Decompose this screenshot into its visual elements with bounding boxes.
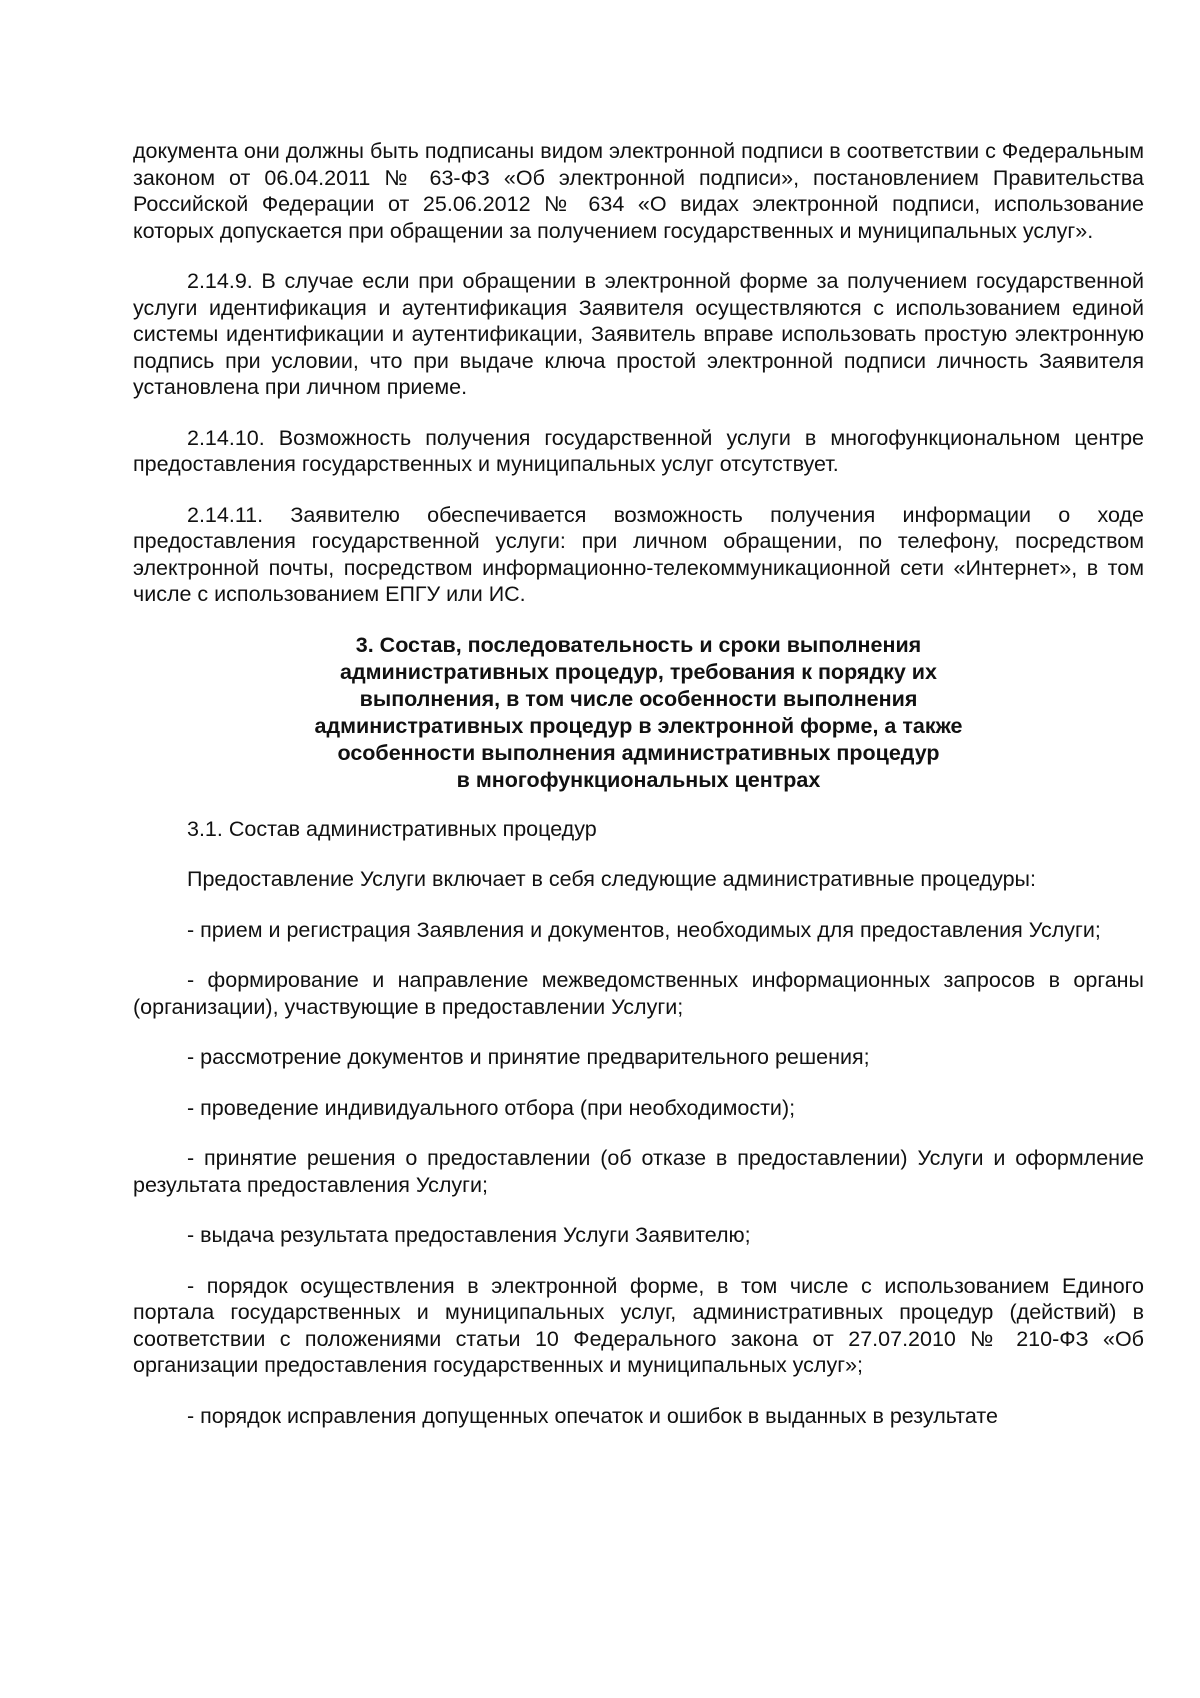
list-item-issue-result: - выдача результата предоставления Услуги Заявителю; — [187, 1223, 751, 1247]
list-item-interagency-requests: - формирование и направление межведомственных информационных запросов в органы (организации), участвующие в предоставлении Услуги; — [133, 968, 1144, 1019]
paragraph-2-14-10: 2.14.10. Возможность получения государственной услуги в многофункциональном центре предоставления государственных и муниципальных услуг отсутствует. — [133, 425, 1144, 476]
list-item-electronic-procedure: - порядок осуществления в электронной форме, в том числе с использованием Единого портала государственных и муниципальных услуг, административных процедур (действий) в соответствии с положениями статьи 10 Федерального закона от 27.07.2010 № 210-ФЗ «Об организации предоставления государственных и муниципальных услуг»; — [133, 1273, 1144, 1377]
heading-line: выполнения, в том числе особенности выполнения — [359, 686, 918, 711]
list-item-reception: - прием и регистрация Заявления и документов, необходимых для предоставления Услуги; — [187, 917, 1101, 942]
heading-line: в многофункциональных центрах — [456, 767, 821, 792]
paragraph-2-14-9: 2.14.9. В случае если при обращении в электронной форме за получением государственной услуги идентификация и аутентификация Заявителя осуществляются с использованием единой системы идентификации и аутентификации, Заявитель вправе использовать простую электронную подпись при условии, что при выдаче ключа простой электронной подписи личность Заявителя установлена при личном приеме. — [133, 269, 1144, 399]
paragraph-3-1-title: 3.1. Состав административных процедур — [187, 816, 597, 841]
paragraph-2-14-11: 2.14.11. Заявителю обеспечивается возможность получения информации о ходе предоставления государственной услуги: при личном обращении, по телефону, посредством электронной почты, посредством информационно-телекоммуникационной сети «Интернет», в том числе с использованием ЕПГУ или ИС. — [133, 502, 1144, 606]
section-3-heading — [133, 632, 1144, 794]
heading-line: особенности выполнения административных процедур — [337, 740, 940, 765]
list-item-review-documents: - рассмотрение документов и принятие предварительного решения; — [187, 1045, 870, 1069]
list-item-decision: - принятие решения о предоставлении (об отказе в предоставлении) Услуги и оформление результата предоставления Услуги; — [133, 1146, 1144, 1197]
heading-line: административных процедур, требования к порядку их — [340, 659, 937, 684]
heading-line: административных процедур в электронной форме, а также — [314, 713, 963, 738]
document-page — [133, 138, 1144, 1453]
paragraph-procedures-intro: Предоставление Услуги включает в себя следующие административные процедуры: — [187, 867, 1036, 891]
list-item-error-correction: - порядок исправления допущенных опечаток и ошибок в выданных в результате — [187, 1403, 998, 1428]
heading-line: 3. Состав, последовательность и сроки выполнения — [355, 632, 922, 657]
paragraph-signature-requirements: документа они должны быть подписаны видом электронной подписи в соответствии с Федеральным законом от 06.04.2011 № 63-ФЗ «Об электронной подписи», постановлением Правительства Российской Федерации от 25.06.2012 № 634 «О видах электронной подписи, использование которых допускается при обращении за получением государственных и муниципальных услуг». — [133, 139, 1144, 243]
list-item-individual-selection: - проведение индивидуального отбора (при необходимости); — [187, 1095, 796, 1120]
